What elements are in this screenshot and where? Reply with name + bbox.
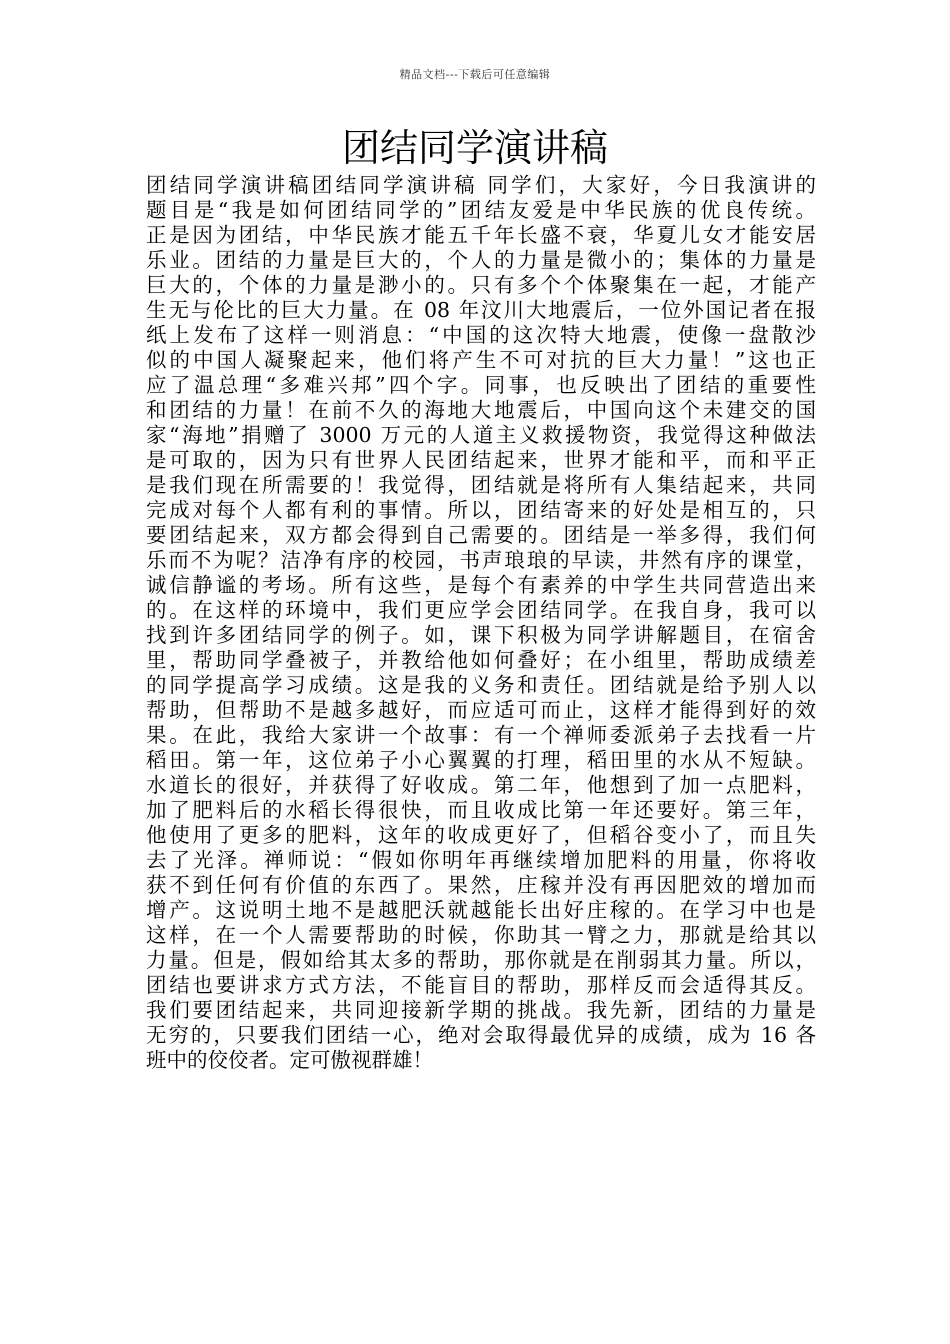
body-line: 无穷的，只要我们团结一心，绝对会取得最优异的成绩，成为 16 各: [146, 1023, 816, 1047]
body-line: 加了肥料后的水稻长得很快，而且收成比第一年还要好。第三年，: [146, 798, 816, 822]
body-line: 获不到任何有价值的东西了。果然，庄稼并没有再因肥效的增加而: [146, 873, 816, 897]
body-line: 似的中国人凝聚起来，他们将产生不可对抗的巨大力量！”这也正: [146, 348, 816, 372]
body-text: [146, 173, 816, 1073]
body-line: 稻田。第一年，这位弟子小心翼翼的打理，稻田里的水从不短缺。: [146, 748, 816, 772]
document-title: 团结同学演讲稿: [341, 126, 608, 170]
body-line: 巨大的，个体的力量是渺小的。只有多个个体聚集在一起，才能产: [146, 273, 816, 297]
body-line: 生无与伦比的巨大力量。在 08 年汶川大地震后，一位外国记者在报: [146, 298, 816, 322]
body-line: 团结同学演讲稿团结同学演讲稿 同学们，大家好，今日我演讲的: [146, 173, 816, 197]
body-line: 他使用了更多的肥料，这年的收成更好了，但稻谷变小了，而且失: [146, 823, 816, 847]
body-line: 水道长的很好，并获得了好收成。第二年，他想到了加一点肥料，: [146, 773, 816, 797]
body-line: 力量。但是，假如给其太多的帮助，那你就是在削弱其力量。所以，: [146, 948, 816, 972]
body-line: 我们要团结起来，共同迎接新学期的挑战。我先新，团结的力量是: [146, 998, 816, 1022]
body-line: 去了光泽。禅师说：“假如你明年再继续增加肥料的用量，你将收: [146, 848, 816, 872]
body-line: 这样，在一个人需要帮助的时候，你助其一臂之力，那就是给其以: [146, 923, 816, 947]
body-line: 诚信静谧的考场。所有这些，是每个有素养的中学生共同营造出来: [146, 573, 816, 597]
body-line: 和团结的力量！在前不久的海地大地震后，中国向这个未建交的国: [146, 398, 816, 422]
body-line: 乐而不为呢？洁净有序的校园，书声琅琅的早读，井然有序的课堂，: [146, 548, 816, 572]
header-note: 精品文档---下载后可任意编辑: [399, 68, 551, 81]
body-line: 是可取的，因为只有世界人民团结起来，世界才能和平，而和平正: [146, 448, 816, 472]
body-line: 增产。这说明土地不是越肥沃就越能长出好庄稼的。在学习中也是: [146, 898, 816, 922]
body-line: 的。在这样的环境中，我们更应学会团结同学。在我自身，我可以: [146, 598, 816, 622]
body-line: 家“海地”捐赠了 3000 万元的人道主义救援物资，我觉得这种做法: [146, 423, 816, 447]
body-line: 乐业。团结的力量是巨大的，个人的力量是微小的；集体的力量是: [146, 248, 816, 272]
body-line: 题目是“我是如何团结同学的”团结友爱是中华民族的优良传统。: [146, 198, 816, 222]
body-line: 的同学提高学习成绩。这是我的义务和责任。团结就是给予别人以: [146, 673, 816, 697]
body-line: 正是因为团结，中华民族才能五千年长盛不衰，华夏儿女才能安居: [146, 223, 816, 247]
body-line: 要团结起来，双方都会得到自己需要的。团结是一举多得，我们何: [146, 523, 816, 547]
body-line: 果。在此，我给大家讲一个故事：有一个禅师委派弟子去找看一片: [146, 723, 816, 747]
body-line: 帮助，但帮助不是越多越好，而应适可而止，这样才能得到好的效: [146, 698, 816, 722]
body-line: 找到许多团结同学的例子。如，课下积极为同学讲解题目，在宿舍: [146, 623, 816, 647]
body-line: 里，帮助同学叠被子，并教给他如何叠好；在小组里，帮助成绩差: [146, 648, 816, 672]
body-line: 团结也要讲求方式方法，不能盲目的帮助，那样反而会适得其反。: [146, 973, 816, 997]
body-line: 完成对每个人都有利的事情。所以，团结寄来的好处是相互的，只: [146, 498, 816, 522]
body-line: 是我们现在所需要的！我觉得，团结就是将所有人集结起来，共同: [146, 473, 816, 497]
body-line: 班中的佼佼者。定可傲视群雄！: [146, 1048, 433, 1072]
body-line: 应了温总理“多难兴邦”四个字。同事，也反映出了团结的重要性: [146, 373, 816, 397]
body-line: 纸上发布了这样一则消息：“中国的这次特大地震，使像一盘散沙: [146, 323, 816, 347]
